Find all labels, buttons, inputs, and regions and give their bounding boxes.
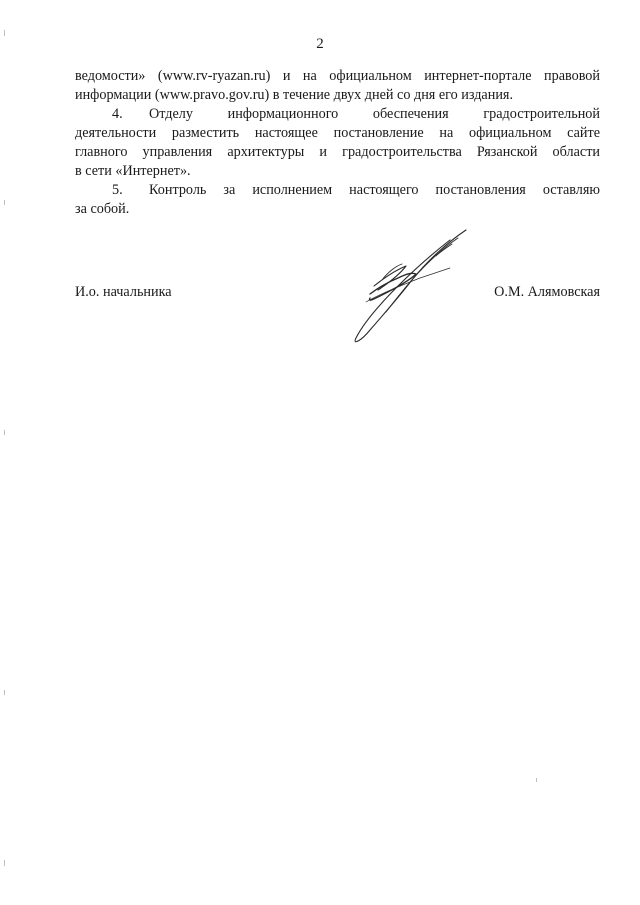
signer-position: И.о. начальника xyxy=(75,284,172,300)
paragraph-item-4 xyxy=(75,105,600,181)
text-line: ведомости» (www.rv-ryazan.ru) и на официальном интернет-портале правовой xyxy=(75,68,600,84)
scan-artifact xyxy=(4,690,5,695)
text-line: за собой. xyxy=(75,201,130,217)
item-text: Контроль за исполнением настоящего постановления оставляю xyxy=(149,182,600,198)
text-line: в сети «Интернет». xyxy=(75,163,191,179)
text-line: главного управления архитектуры и градостроительства Рязанской области xyxy=(75,144,600,160)
item-text: Отделу информационного обеспечения градостроительной xyxy=(149,106,600,122)
text-line-first xyxy=(75,181,600,200)
paragraph-continuation xyxy=(75,67,600,105)
text-line-first xyxy=(75,105,600,124)
item-number: 5. xyxy=(112,182,123,198)
scan-artifact xyxy=(4,30,5,36)
scan-artifact xyxy=(4,430,5,435)
text-line: информации (www.pravo.gov.ru) в течение двух дней со дня его издания. xyxy=(75,87,513,103)
paragraph-item-5 xyxy=(75,181,600,219)
scan-artifact xyxy=(536,778,537,782)
scan-artifact xyxy=(4,860,5,866)
signer-name: О.М. Алямовская xyxy=(494,284,600,300)
scan-artifact xyxy=(4,200,5,205)
text-line: деятельности разместить настоящее постановление на официальном сайте xyxy=(75,125,600,141)
handwritten-signature-icon xyxy=(340,222,480,347)
page-number: 2 xyxy=(316,36,324,52)
item-number: 4. xyxy=(112,106,123,122)
